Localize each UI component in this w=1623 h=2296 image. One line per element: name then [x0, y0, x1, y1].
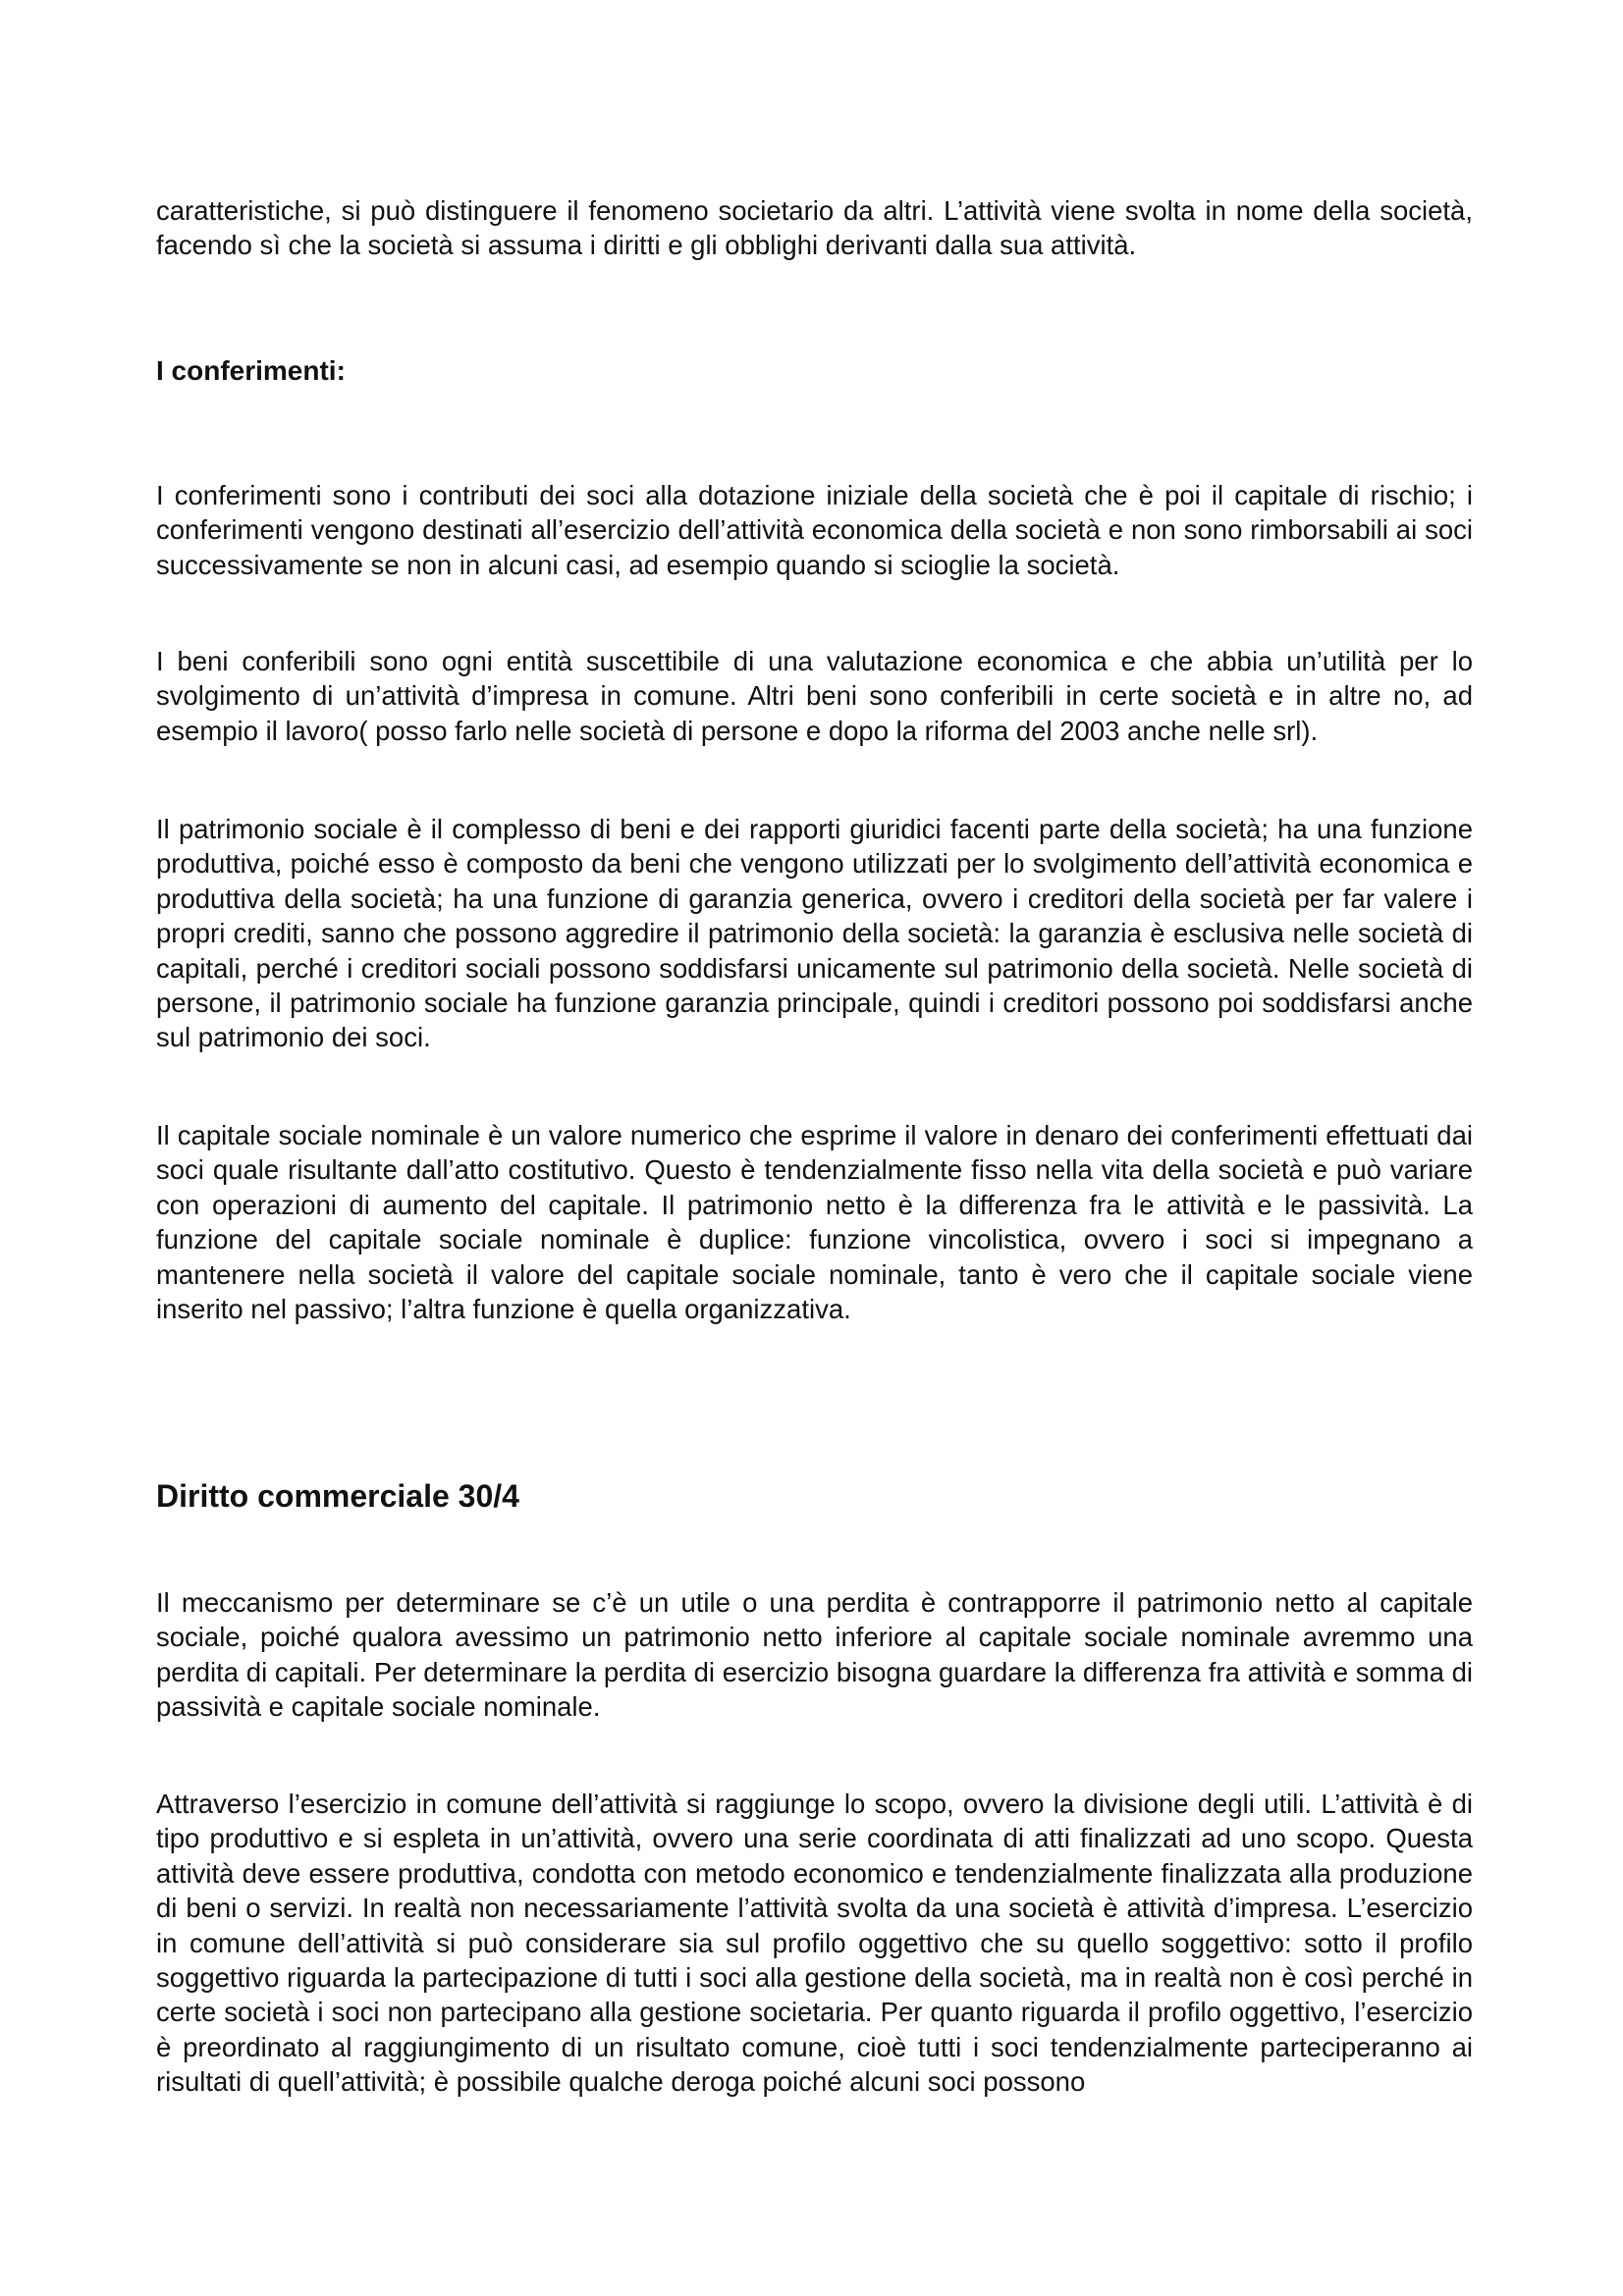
heading-diritto-commerciale: Diritto commerciale 30/4: [156, 1478, 519, 1514]
paragraph-meccanismo-utile: Il meccanismo per determinare se c’è un utile o una perdita è contrapporre il patrimonio netto al capitale sociale, poiché qualora avessimo un patrimonio netto inferiore al capitale sociale nominale avremmo una perdita di capitali. Per determinare la perdita di esercizio bisogna guardare la differenza fra attività e somma di passività e capitale sociale nominale.: [156, 1587, 1473, 1723]
paragraph-beni-conferibili: I beni conferibili sono ogni entità suscettibile di una valutazione economica e che abbia un’utilità per lo svolgimento di un’attività d’impresa in comune. Altri beni sono conferibili in certe società e in altre no, ad esempio il lavoro( posso farlo nelle società di persone e dopo la riforma del 2003 anche nelle srl).: [156, 646, 1473, 746]
paragraph-conferimenti: I conferimenti sono i contributi dei soci alla dotazione iniziale della società che è poi il capitale di rischio; i conferimenti vengono destinati all’esercizio dell’attività economica della società e non sono rimborsabili ai soci successivamente se non in alcuni casi, ad esempio quando si scioglie la società.: [156, 480, 1473, 580]
paragraph-esercizio-in-comune: Attraverso l’esercizio in comune dell’attività si raggiunge lo scopo, ovvero la divisione degli utili. L’attività è di tipo produttivo e si espleta in un’attività, ovvero una serie coordinata di atti finalizzati ad uno scopo. Questa attività deve essere produttiva, condotta con metodo economico e tendenzialmente finalizzata alla produzione di beni o servizi. In realtà non necessariamente l’attività svolta da una società è attività d’impresa. L’esercizio in comune dell’attività si può considerare sia sul profilo oggettivo che su quello soggettivo: sotto il profilo soggettivo riguarda la partecipazione di tutti i soci alla gestione della società, ma in realtà non è così perché in certe società i soci non partecipano alla gestione societaria. Per quanto riguarda il profilo oggettivo, l’esercizio è preordinato al raggiungimento di un risultato comune, cioè tutti i soci tendenzialmente parteciperanno ai risultati di quell’attività; è possibile qualche deroga poiché alcuni soci possono: [156, 1789, 1473, 2098]
heading-conferimenti: I conferimenti:: [156, 355, 346, 386]
paragraph-capitale-sociale: Il capitale sociale nominale è un valore numerico che esprime il valore in denaro dei conferimenti effettuati dai soci quale risultante dall’atto costitutivo. Questo è tendenzialmente fisso nella vita della società e può variare con operazioni di aumento del capitale. Il patrimonio netto è la differenza fra le attività e le passività. La funzione del capitale sociale nominale è duplice: funzione vincolistica, ovvero i soci si impegnano a mantenere nella società il valore del capitale sociale nominale, tanto è vero che il capitale sociale viene inserito nel passivo; l’altra funzione è quella organizzativa.: [156, 1120, 1473, 1325]
paragraph-intro: caratteristiche, si può distinguere il fenomeno societario da altri. L’attività viene svolta in nome della società, facendo sì che la società si assuma i diritti e gli obblighi derivanti dalla sua attività.: [156, 195, 1473, 261]
paragraph-patrimonio-sociale: Il patrimonio sociale è il complesso di beni e dei rapporti giuridici facenti parte della società; ha una funzione produttiva, poiché esso è composto da beni che vengono utilizzati per lo svolgimento dell’attività economica e produttiva della società; ha una funzione di garanzia generica, ovvero i creditori della società per far valere i propri crediti, sanno che possono aggredire il patrimonio della società: la garanzia è esclusiva nelle società di capitali, perché i creditori sociali possono soddisfarsi unicamente sul patrimonio della società. Nelle società di persone, il patrimonio sociale ha funzione garanzia principale, quindi i creditori possono poi soddisfarsi anche sul patrimonio dei soci.: [156, 814, 1473, 1053]
